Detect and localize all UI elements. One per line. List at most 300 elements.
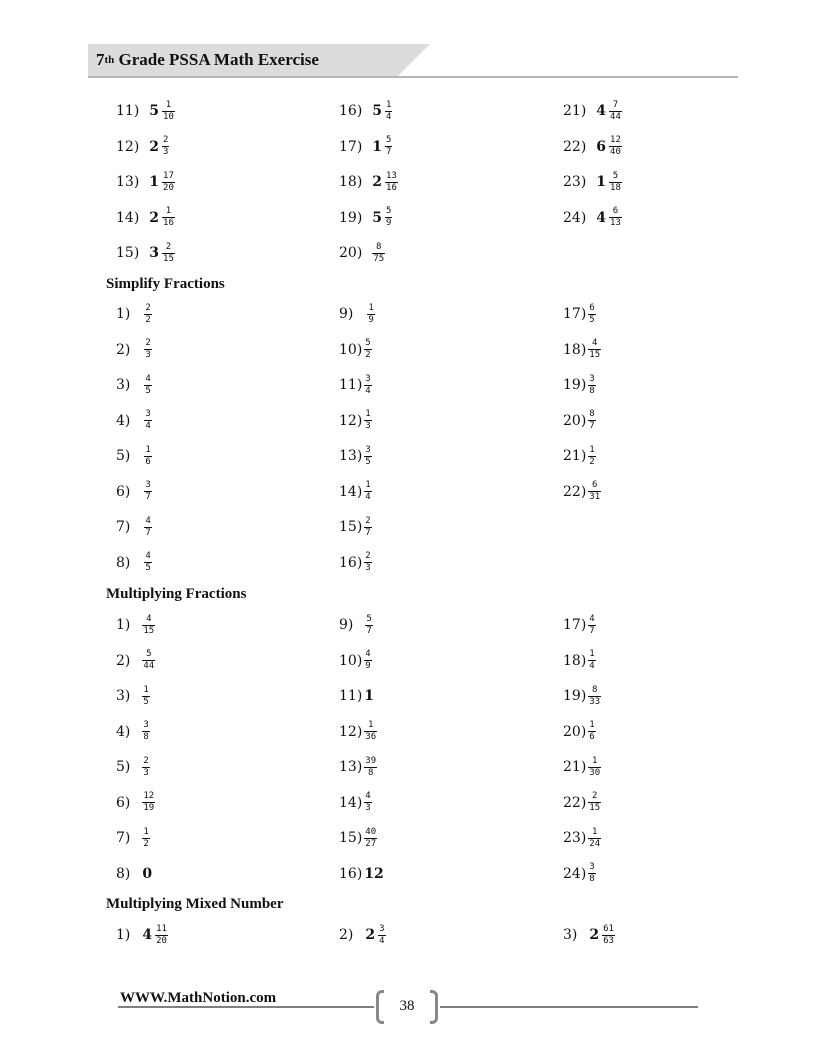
answer-item (339, 476, 372, 508)
footer-website: WWW.MathNotion.com (120, 990, 277, 1006)
numerator: 1 (591, 755, 598, 766)
fraction (364, 827, 377, 850)
item-number: 15) (339, 519, 363, 535)
item-number: 15) (339, 830, 363, 846)
numerator: 5 (146, 649, 152, 659)
fraction (588, 685, 601, 708)
fraction (588, 409, 595, 432)
whole-number: 1 (596, 174, 607, 190)
item-number: 11) (339, 377, 363, 393)
item-number: 2) (339, 927, 354, 943)
answer-item (563, 405, 596, 437)
fraction (364, 338, 371, 361)
item-number: 12) (116, 138, 140, 155)
answer-item (563, 645, 596, 677)
footer-rule-left (118, 1006, 374, 1008)
whole-number: 2 (589, 927, 600, 943)
item-number: 13) (116, 174, 140, 190)
numerator: 4 (145, 551, 151, 561)
item-number: 17) (563, 306, 587, 322)
whole-number: 6 (596, 138, 607, 155)
item-number: 20) (563, 723, 587, 740)
denominator: 30 (589, 767, 601, 778)
fraction (364, 756, 377, 779)
fraction (588, 756, 601, 779)
item-number: 3) (116, 688, 131, 704)
footer-rule-right (440, 1006, 698, 1008)
denominator: 15 (589, 803, 601, 813)
fraction (588, 338, 601, 361)
denominator: 2 (145, 314, 151, 325)
fraction (385, 206, 392, 229)
fraction (609, 100, 622, 123)
page-number-bracket-left (376, 990, 384, 1024)
numerator: 1 (365, 409, 371, 419)
answer-item (339, 298, 375, 330)
denominator: 7 (589, 625, 595, 636)
item-number: 7) (116, 830, 131, 846)
whole-number: 5 (149, 103, 160, 119)
denominator: 4 (379, 935, 385, 946)
denominator: 33 (589, 696, 601, 707)
denominator: 4 (589, 661, 595, 671)
numerator: 39 (365, 755, 377, 766)
denominator: 4 (386, 111, 392, 122)
answer-item (116, 369, 152, 401)
answer-item (116, 95, 175, 127)
denominator: 5 (589, 314, 595, 325)
answer-item (563, 369, 596, 401)
fraction (588, 720, 595, 743)
item-number: 6) (116, 483, 131, 500)
answer-item (563, 334, 601, 366)
answer-item (563, 95, 622, 127)
numerator: 4 (365, 791, 371, 801)
denominator: 4 (365, 385, 371, 396)
answer-item (116, 822, 150, 854)
answer-item (563, 166, 622, 198)
denominator: 4 (145, 421, 151, 431)
item-number: 24) (563, 865, 587, 882)
denominator: 24 (589, 838, 601, 849)
numerator: 4 (145, 515, 151, 526)
fraction (364, 720, 377, 743)
denominator: 3 (163, 147, 169, 157)
title-grade: 7 (96, 50, 105, 69)
denominator: 2 (143, 838, 149, 849)
denominator: 75 (373, 253, 385, 264)
fraction (144, 374, 151, 397)
answer-item (563, 131, 622, 163)
fraction (609, 171, 622, 194)
numerator: 40 (365, 826, 377, 837)
page-number-bracket-right (430, 990, 438, 1024)
whole-number: 2 (365, 927, 376, 943)
denominator: 7 (145, 492, 151, 502)
numerator: 2 (165, 241, 172, 252)
answer-item (563, 476, 601, 508)
numerator: 8 (589, 409, 595, 419)
answer-item (116, 166, 175, 198)
denominator: 5 (365, 456, 371, 467)
item-number: 24) (563, 209, 587, 226)
numerator: 6 (612, 206, 619, 216)
page-title (96, 50, 319, 70)
item-number: 8) (116, 865, 131, 882)
fraction (365, 614, 372, 637)
fraction (588, 827, 601, 850)
item-number: 3) (563, 927, 578, 943)
numerator: 3 (589, 862, 595, 872)
fraction (364, 516, 371, 539)
fraction (144, 409, 151, 432)
whole-number: 1 (364, 688, 375, 704)
numerator: 1 (365, 480, 371, 490)
item-number: 22) (563, 138, 587, 155)
answer-item (563, 716, 596, 748)
fraction (144, 516, 151, 539)
answer-item (116, 511, 152, 543)
answer-item (116, 298, 152, 330)
fraction (385, 100, 392, 123)
numerator: 13 (386, 170, 397, 181)
answer-item (116, 609, 155, 641)
item-number: 13) (339, 759, 363, 775)
item-number: 9) (339, 617, 354, 633)
denominator: 9 (386, 218, 392, 228)
numerator: 5 (612, 170, 619, 181)
item-number: 18) (563, 652, 587, 669)
answer-item (563, 919, 615, 951)
denominator: 3 (365, 421, 371, 431)
numerator: 1 (589, 649, 595, 659)
answer-item (339, 511, 372, 543)
item-number: 4) (116, 723, 131, 740)
denominator: 8 (589, 385, 595, 396)
answer-item (339, 405, 372, 437)
answer-item (339, 440, 372, 472)
numerator: 3 (143, 720, 149, 730)
numerator: 4 (591, 338, 598, 348)
numerator: 5 (386, 135, 392, 145)
fraction (588, 614, 595, 637)
numerator: 1 (165, 99, 172, 110)
denominator: 3 (365, 803, 371, 813)
answer-item (339, 751, 377, 783)
numerator: 3 (145, 480, 151, 490)
item-number: 23) (563, 174, 587, 190)
denominator: 20 (163, 182, 174, 193)
item-number: 19) (563, 688, 587, 704)
numerator: 5 (365, 338, 371, 348)
numerator: 1 (165, 206, 172, 216)
answer-item (339, 202, 392, 234)
fraction (142, 756, 149, 779)
answer-item (116, 919, 168, 951)
answer-item (116, 547, 152, 579)
item-number: 14) (339, 794, 363, 811)
item-number: 5) (116, 448, 131, 464)
answer-item (116, 131, 169, 163)
denominator: 44 (610, 111, 621, 122)
denominator: 7 (589, 421, 595, 431)
numerator: 4 (589, 613, 595, 624)
denominator: 8 (143, 732, 149, 742)
fraction (364, 551, 371, 574)
denominator: 9 (368, 314, 374, 325)
numerator: 12 (143, 791, 155, 801)
answer-item (116, 645, 155, 677)
item-number: 17) (563, 617, 587, 633)
numerator: 17 (163, 170, 174, 181)
denominator: 27 (365, 838, 377, 849)
numerator: 2 (365, 551, 371, 561)
fraction (588, 862, 595, 885)
denominator: 5 (145, 385, 151, 396)
item-number: 17) (339, 138, 363, 155)
fraction (385, 135, 392, 158)
answer-item (563, 298, 596, 330)
item-number: 20) (339, 245, 363, 261)
answer-item (116, 334, 152, 366)
answer-item (339, 166, 398, 198)
answer-item (116, 716, 150, 748)
denominator: 7 (366, 625, 372, 636)
fraction (364, 445, 371, 468)
whole-number: 12 (364, 865, 384, 882)
item-number: 22) (563, 794, 587, 811)
item-number: 14) (339, 483, 363, 500)
denominator: 7 (386, 147, 392, 157)
answer-item (339, 334, 372, 366)
denominator: 8 (589, 874, 595, 884)
numerator: 1 (589, 720, 595, 730)
numerator: 1 (367, 720, 374, 730)
denominator: 40 (610, 147, 621, 157)
numerator: 8 (591, 684, 598, 695)
item-number: 16) (339, 103, 363, 119)
answer-item (116, 237, 175, 269)
numerator: 4 (146, 613, 152, 624)
denominator: 15 (163, 253, 174, 264)
item-number: 10) (339, 341, 363, 358)
answer-item (339, 95, 392, 127)
fraction (144, 551, 151, 574)
answer-item (563, 609, 596, 641)
whole-number: 3 (149, 245, 160, 261)
denominator: 4 (365, 492, 371, 502)
item-number: 19) (563, 377, 587, 393)
item-number: 4) (116, 412, 131, 429)
denominator: 3 (365, 563, 371, 573)
denominator: 20 (156, 935, 167, 946)
fraction (155, 924, 168, 947)
numerator: 1 (591, 826, 598, 837)
answer-item (339, 237, 385, 269)
item-number: 7) (116, 519, 131, 535)
numerator: 3 (365, 373, 371, 384)
whole-number: 4 (142, 927, 153, 943)
fraction (588, 649, 595, 672)
item-number: 12) (339, 412, 363, 429)
numerator: 3 (589, 373, 595, 384)
answer-item (116, 858, 155, 890)
denominator: 63 (603, 935, 614, 946)
item-number: 10) (339, 652, 363, 669)
fraction (142, 791, 155, 814)
fraction (162, 171, 175, 194)
fraction (142, 649, 155, 672)
denominator: 7 (365, 527, 371, 538)
numerator: 1 (145, 444, 151, 455)
numerator: 2 (365, 515, 371, 526)
denominator: 15 (589, 350, 601, 360)
item-number: 23) (563, 830, 587, 846)
numerator: 1 (386, 99, 392, 110)
whole-number: 1 (372, 138, 383, 155)
item-number: 14) (116, 209, 140, 226)
denominator: 13 (610, 218, 621, 228)
item-number: 11) (116, 103, 140, 119)
page-number: 38 (399, 998, 415, 1014)
denominator: 16 (163, 218, 174, 228)
answer-item (116, 202, 175, 234)
item-number: 1) (116, 617, 131, 633)
fraction (588, 480, 601, 503)
fraction (162, 100, 175, 123)
denominator: 9 (365, 661, 371, 671)
item-number: 22) (563, 483, 587, 500)
fraction (588, 303, 595, 326)
item-number: 21) (563, 759, 587, 775)
denominator: 5 (145, 563, 151, 573)
answer-item (116, 405, 152, 437)
answer-item (339, 858, 387, 890)
numerator: 4 (145, 373, 151, 384)
fraction (142, 720, 149, 743)
denominator: 18 (610, 182, 621, 193)
numerator: 1 (143, 684, 149, 695)
answer-item (563, 822, 601, 854)
item-number: 18) (563, 341, 587, 358)
item-number: 11) (339, 688, 363, 704)
item-number: 19) (339, 209, 363, 226)
answer-item (563, 858, 596, 890)
numerator: 2 (591, 791, 598, 801)
fraction (367, 303, 374, 326)
section-title: Simplify Fractions (106, 276, 225, 292)
item-number: 1) (116, 306, 131, 322)
denominator: 2 (589, 456, 595, 467)
numerator: 3 (145, 409, 151, 419)
numerator: 3 (365, 444, 371, 455)
item-number: 15) (116, 245, 140, 261)
whole-number: 5 (372, 103, 383, 119)
numerator: 5 (386, 206, 392, 216)
item-number: 16) (339, 554, 363, 571)
item-number: 16) (339, 865, 363, 882)
item-number: 1) (116, 927, 131, 943)
answer-item (339, 609, 373, 641)
fraction (364, 374, 371, 397)
denominator: 6 (589, 732, 595, 742)
denominator: 7 (145, 527, 151, 538)
fraction (609, 135, 622, 158)
item-number: 3) (116, 377, 131, 393)
whole-number: 4 (596, 103, 607, 119)
answer-item (116, 440, 152, 472)
denominator: 15 (143, 625, 155, 636)
numerator: 8 (375, 241, 382, 252)
numerator: 2 (143, 755, 149, 766)
denominator: 10 (163, 111, 174, 122)
answer-item (339, 716, 377, 748)
answer-item (339, 787, 372, 819)
answer-item (563, 440, 596, 472)
fraction (378, 924, 385, 947)
item-number: 13) (339, 448, 363, 464)
answer-item (116, 680, 150, 712)
whole-number: 1 (149, 174, 160, 190)
title-text: Grade PSSA Math Exercise (114, 50, 319, 69)
answer-item (116, 476, 152, 508)
numerator: 4 (365, 649, 371, 659)
denominator: 2 (365, 350, 371, 360)
numerator: 3 (379, 923, 385, 934)
denominator: 31 (589, 492, 601, 502)
numerator: 2 (163, 135, 169, 145)
answer-item (116, 751, 150, 783)
numerator: 1 (368, 302, 374, 313)
numerator: 1 (589, 444, 595, 455)
answer-item (563, 751, 601, 783)
numerator: 61 (603, 923, 614, 934)
fraction (385, 171, 398, 194)
whole-number: 2 (149, 209, 160, 226)
fraction (588, 374, 595, 397)
fraction (162, 242, 175, 265)
fraction (144, 445, 151, 468)
header-banner-slant (396, 44, 430, 78)
whole-number: 5 (372, 209, 383, 226)
numerator: 2 (145, 338, 151, 348)
item-number: 2) (116, 652, 131, 669)
item-number: 5) (116, 759, 131, 775)
section-title: Multiplying Fractions (106, 586, 247, 602)
fraction (144, 338, 151, 361)
fraction (602, 924, 615, 947)
item-number: 6) (116, 794, 131, 811)
answer-item (563, 680, 601, 712)
item-number: 12) (339, 723, 363, 740)
fraction (162, 206, 175, 229)
numerator: 11 (156, 923, 167, 934)
item-number: 20) (563, 412, 587, 429)
fraction (144, 303, 151, 326)
fraction (144, 480, 151, 503)
numerator: 1 (143, 826, 149, 837)
denominator: 19 (143, 803, 155, 813)
denominator: 44 (143, 661, 155, 671)
whole-number: 0 (142, 865, 153, 882)
fraction (609, 206, 622, 229)
section-title: Multiplying Mixed Number (106, 896, 284, 912)
fraction (142, 827, 149, 850)
answer-item (339, 547, 372, 579)
answer-item (339, 680, 377, 712)
numerator: 5 (366, 613, 372, 624)
fraction (142, 685, 149, 708)
